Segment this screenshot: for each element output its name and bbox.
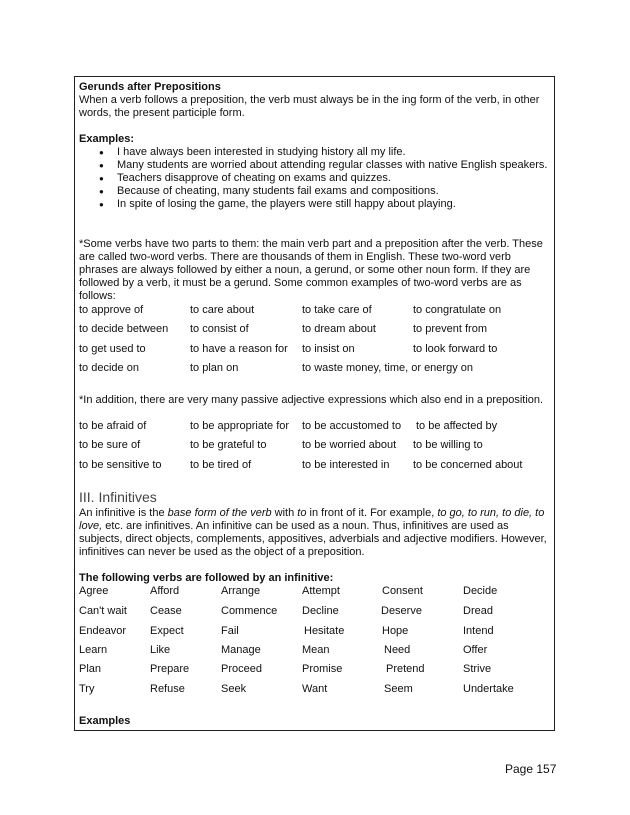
passive-cell: to be interested in [302,459,390,471]
examples-heading: Examples [79,715,131,727]
two-word-cell: to insist on [302,343,355,355]
verb-cell: Intend [463,625,494,637]
verb-cell: Need [384,644,411,656]
verb-cell: Fail [221,625,239,637]
two-word-cell: to care about [190,304,255,316]
verb-cell: Hope [382,625,409,637]
verb-cell: Deserve [381,605,422,617]
two-word-cell: to consist of [190,323,249,335]
verb-cell: Afford [150,585,180,597]
verb-cell: Consent [382,585,423,597]
verb-cell: Plan [79,663,102,675]
passive-cell: to be accustomed to [302,420,402,432]
two-word-cell: to congratulate on [413,304,502,316]
passive-cell: to be sensitive to [79,459,162,471]
verb-cell: Strive [463,663,492,675]
verb-cell: Refuse [150,683,185,695]
list-item: ● I have always been interested in studying history all my life. [79,146,549,159]
verb-cell: Prepare [150,663,190,675]
two-word-note: *Some verbs have two parts to them: the main verb part and a preposition after the verb. These are called two-word verbs. There are thousands of them in English. These two-word verb phrases are always followed by either a noun, a gerund, or some other noun form. If they are followed by a verb, it must be a gerund. Some common examples of two-word verbs are as follows: [79,238,543,302]
verb-cell: Agree [79,585,109,597]
verb-cell: Promise [302,663,343,675]
verb-cell: Cease [150,605,182,617]
passive-cell: to be grateful to [190,439,267,451]
two-word-cell: to decide between [79,323,169,335]
infinitives-heading: III. Infinitives [79,489,157,505]
two-word-cell: to approve of [79,304,144,316]
verb-cell: Dread [463,605,493,617]
two-word-cell: to waste money, time, or energy on [302,362,473,374]
verb-cell: Learn [79,644,108,656]
passive-cell: to be appropriate for [190,420,290,432]
passive-cell: to be affected by [416,420,498,432]
verb-cell: Hesitate [304,625,345,637]
verb-cell: Can't wait [79,605,127,617]
two-word-cell: to get used to [79,343,146,355]
verb-cell: Manage [221,644,261,656]
verb-cell: Seek [221,683,247,695]
examples-label: Examples: [79,133,135,145]
paragraph-italic: base form of the verb [167,507,272,519]
paragraph-text: An infinitive is the [79,507,168,519]
verb-cell: Decide [463,585,498,597]
passive-cell: to be worried about [302,439,397,451]
infinitives-paragraph [79,507,553,559]
two-word-cell: to take care of [302,304,372,316]
two-word-cell: to dream about [302,323,376,335]
paragraph-italic: to [297,507,307,519]
verb-cell: Decline [302,605,339,617]
verb-cell: Endeavor [79,625,127,637]
passive-note: *In addition, there are very many passive adjective expressions which also end in a preposition. [79,394,544,406]
two-word-cell: to look forward to [413,343,498,355]
list-item: ● Many students are worried about attending regular classes with native English speakers. [79,159,549,172]
paragraph-text: in front of it. For example, [306,507,438,519]
passive-cell: to be afraid of [79,420,147,432]
verb-cell: Try [79,683,95,695]
verb-cell: Seem [384,683,413,695]
gerunds-intro: When a verb follows a preposition, the verb must always be in the ing form of the verb, in other words, the present participle form. [79,94,540,119]
verb-cell: Pretend [386,663,425,675]
paragraph-italic: to go, to run, to die, to love, [79,507,545,532]
list-item: ● Because of cheating, many students fail exams and compositions. [79,185,549,198]
verb-cell: Offer [463,644,488,656]
two-word-cell: to have a reason for [190,343,288,355]
gerunds-heading: Gerunds after Prepositions [79,81,221,93]
verb-cell: Undertake [463,683,514,695]
verb-cell: Want [302,683,328,695]
verb-cell: Mean [302,644,330,656]
verb-cell: Proceed [221,663,262,675]
paragraph-text: with [271,507,298,519]
two-word-cell: to prevent from [413,323,487,335]
verb-cell: Arrange [221,585,261,597]
passive-cell: to be sure of [79,439,141,451]
list-item: ● In spite of losing the game, the players were still happy about playing. [79,198,549,211]
page-number: Page 157 [505,762,557,776]
two-word-cell: to decide on [79,362,139,374]
examples-list [79,146,549,211]
list-item: ● Teachers disapprove of cheating on exams and quizzes. [79,172,549,185]
passive-cell: to be willing to [413,439,483,451]
passive-cell: to be tired of [190,459,252,471]
verbs-label: The following verbs are followed by an infinitive: [79,572,334,584]
paragraph-text: etc. are infinitives. An infinitive can be used as a noun. Thus, infinitives are used as subjects, direct objects, complements, appositives, adverbials and adjective modifiers. However, infinitives can never be used as the object of a preposition. [79,520,547,558]
passive-cell: to be concerned about [413,459,523,471]
verb-cell: Attempt [302,585,340,597]
two-word-cell: to plan on [190,362,239,374]
verb-cell: Like [150,644,171,656]
verb-cell: Expect [150,625,184,637]
verb-cell: Commence [221,605,278,617]
